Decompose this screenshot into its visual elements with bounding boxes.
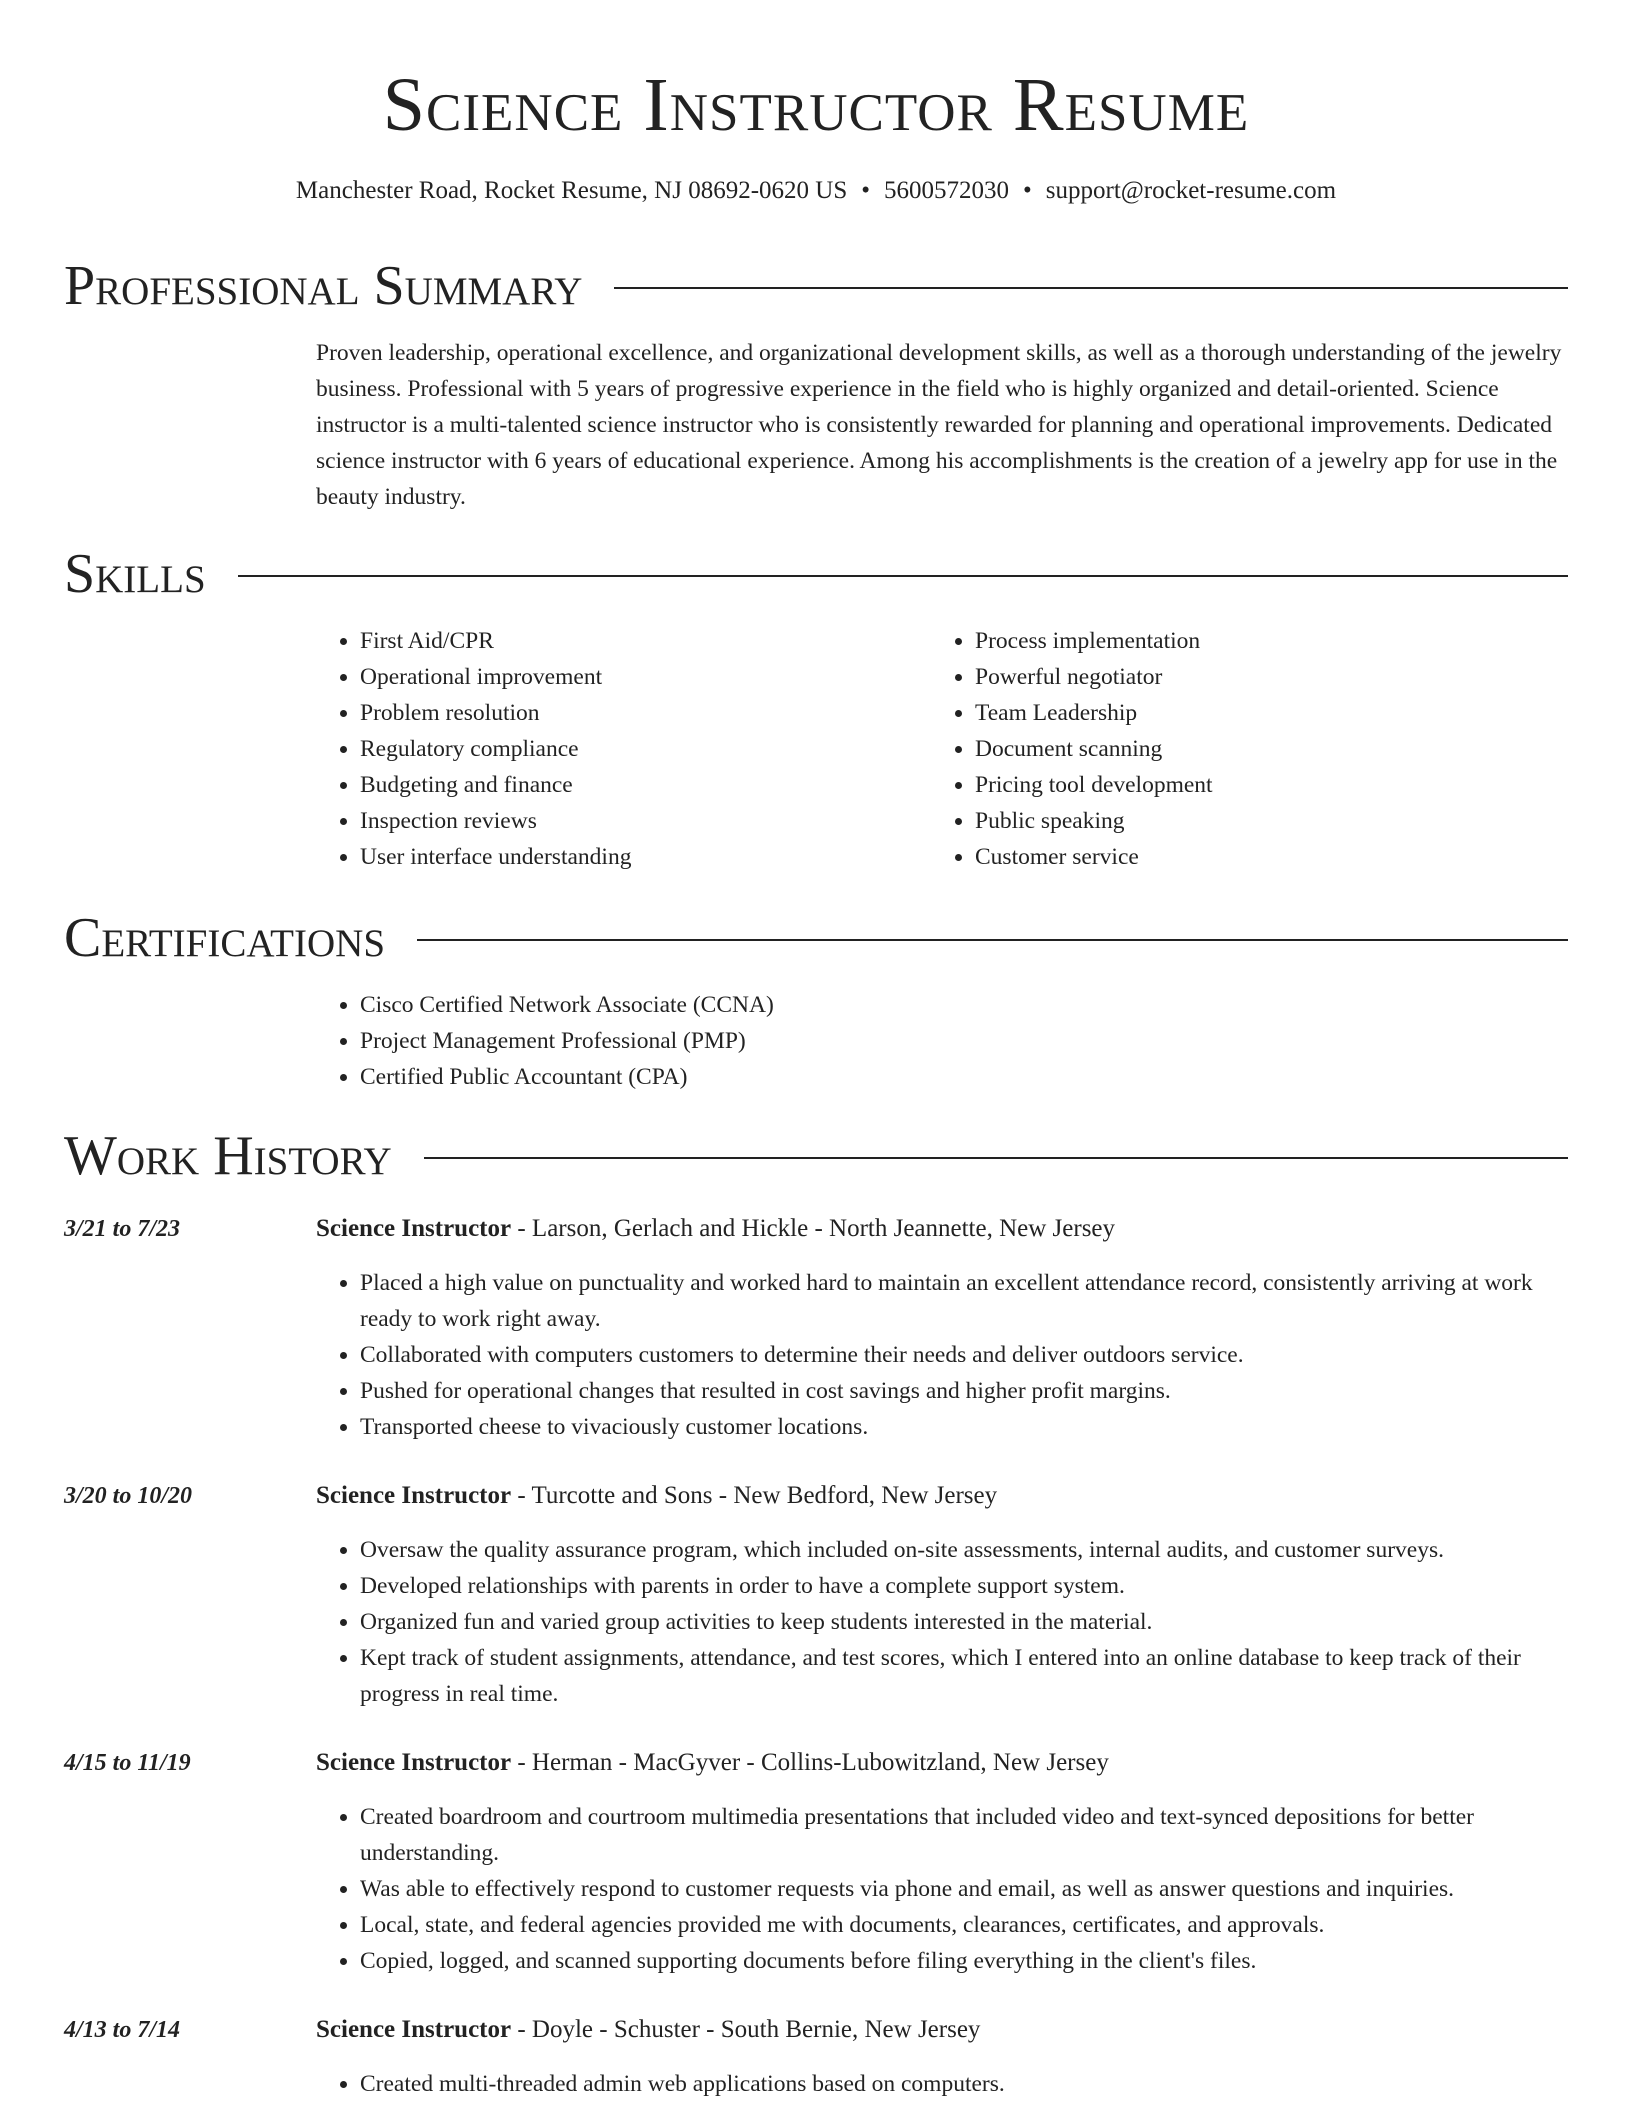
job-dates: 3/21 to 7/23	[64, 1216, 181, 1242]
skill-item: • Document scanning	[975, 731, 1491, 767]
job-dates: 3/20 to 10/20	[64, 1483, 193, 1509]
contact-address: Manchester Road, Rocket Resume, NJ 08692-0620 US	[295, 177, 848, 204]
section-heading-summary	[64, 253, 1568, 319]
contact-separator: •	[861, 177, 870, 204]
job-bullet: • Organized fun and varied group activities to keep students interested in the material.	[360, 1604, 1576, 1640]
skill-item: • User interface understanding	[360, 839, 876, 875]
job-title-line	[316, 2012, 1576, 2048]
section-title: Certifications	[64, 907, 386, 969]
summary-text: Proven leadership, operational excellence, and organizational development skills, as well as a thorough understanding of the jewelry business. Professional with 5 years of progressive experience in the field who is highly organized and detail-oriented. Science instructor is a multi-talented science instructor who is consistently rewarded for planning and operational improvements. Dedicated science instructor with 6 years of educational experience. Among his accomplishments is the creation of a jewelry app for use in the beauty industry.	[316, 340, 1562, 510]
job-title-line	[316, 1211, 1576, 1247]
skill-item: • Inspection reviews	[360, 803, 876, 839]
job-bullet: • Pushed for operational changes that resulted in cost savings and higher profit margins.	[360, 1373, 1576, 1409]
job-title-line	[316, 1745, 1576, 1781]
contact-phone: 5600572030	[884, 177, 1009, 204]
job-bullets	[316, 1265, 1576, 1445]
section-divider	[614, 287, 1568, 289]
skill-item: • Process implementation	[975, 623, 1491, 659]
job-role: Science Instructor	[316, 2016, 512, 2043]
certification-item: • Cisco Certified Network Associate (CCNA)	[360, 987, 1216, 1023]
job-bullet: • Transported cheese to vivaciously customer locations.	[360, 1409, 1576, 1445]
job-dates: 4/13 to 7/14	[64, 2017, 181, 2043]
skills-column-right	[931, 623, 1491, 875]
section-heading-skills	[64, 541, 1568, 607]
job-role: Science Instructor	[316, 1215, 512, 1242]
section-title: Work History	[64, 1125, 392, 1187]
job-bullet: • Local, state, and federal agencies provided me with documents, clearances, certificates, and approvals.	[360, 1907, 1576, 1943]
section-title: Professional Summary	[64, 255, 583, 317]
job-bullet: • Placed a high value on punctuality and worked hard to maintain an excellent attendance record, consistently arriving at work ready to work right away.	[360, 1265, 1576, 1337]
job-bullet: • Collaborated with computers customers to determine their needs and deliver outdoors service.	[360, 1337, 1576, 1373]
job-bullet: • Copied, logged, and scanned supporting documents before filing everything in the client's files.	[360, 1943, 1576, 1979]
skill-item: • Customer service	[975, 839, 1491, 875]
contact-line	[0, 174, 1632, 208]
job-dates: 4/15 to 11/19	[64, 1750, 191, 1776]
skill-item: • First Aid/CPR	[360, 623, 876, 659]
job-bullet: • Kept track of student assignments, attendance, and test scores, which I entered into an online database to keep track of their progress in real time.	[360, 1640, 1576, 1712]
skill-item: • Problem resolution	[360, 695, 876, 731]
job-employer: - Larson, Gerlach and Hickle - North Jeannette, New Jersey	[511, 1215, 1116, 1242]
job-bullets	[316, 2066, 1576, 2102]
section-divider	[238, 575, 1568, 577]
job-bullet: • Was able to effectively respond to customer requests via phone and email, as well as answer questions and inquiries.	[360, 1871, 1576, 1907]
job-bullet: • Developed relationships with parents in order to have a complete support system.	[360, 1568, 1576, 1604]
skill-item: • Public speaking	[975, 803, 1491, 839]
section-divider	[417, 939, 1568, 941]
job-bullet: • Created multi-threaded admin web applications based on computers.	[360, 2066, 1576, 2102]
resume-title: Science Instructor Resume	[382, 63, 1250, 147]
skill-item: • Regulatory compliance	[360, 731, 876, 767]
job-role: Science Instructor	[316, 1749, 512, 1776]
certification-item: • Project Management Professional (PMP)	[360, 1023, 1216, 1059]
section-title: Skills	[64, 543, 206, 605]
job-role: Science Instructor	[316, 1482, 512, 1509]
skill-item: • Powerful negotiator	[975, 659, 1491, 695]
skill-item: • Team Leadership	[975, 695, 1491, 731]
job-bullet: • Created boardroom and courtroom multimedia presentations that included video and text-synced depositions for better understanding.	[360, 1799, 1576, 1871]
job-employer: - Herman - MacGyver - Collins-Lubowitzland, New Jersey	[511, 1749, 1109, 1776]
job-bullets	[316, 1532, 1576, 1712]
skill-item: • Budgeting and finance	[360, 767, 876, 803]
certification-item: • Certified Public Accountant (CPA)	[360, 1059, 1216, 1095]
section-divider	[424, 1157, 1568, 1159]
section-heading-work-history	[64, 1123, 1568, 1189]
job-bullets	[316, 1799, 1576, 1979]
certifications-list	[316, 987, 1216, 1095]
contact-email: support@rocket-resume.com	[1045, 177, 1337, 204]
skill-item: • Pricing tool development	[975, 767, 1491, 803]
section-heading-certifications	[64, 905, 1568, 971]
skill-item: • Operational improvement	[360, 659, 876, 695]
job-employer: - Turcotte and Sons - New Bedford, New Jersey	[511, 1482, 998, 1509]
job-bullet: • Oversaw the quality assurance program, which included on-site assessments, internal audits, and customer surveys.	[360, 1532, 1576, 1568]
job-employer: - Doyle - Schuster - South Bernie, New Jersey	[511, 2016, 981, 2043]
skills-column-left	[316, 623, 876, 875]
job-title-line	[316, 1478, 1576, 1514]
contact-separator: •	[1023, 177, 1032, 204]
